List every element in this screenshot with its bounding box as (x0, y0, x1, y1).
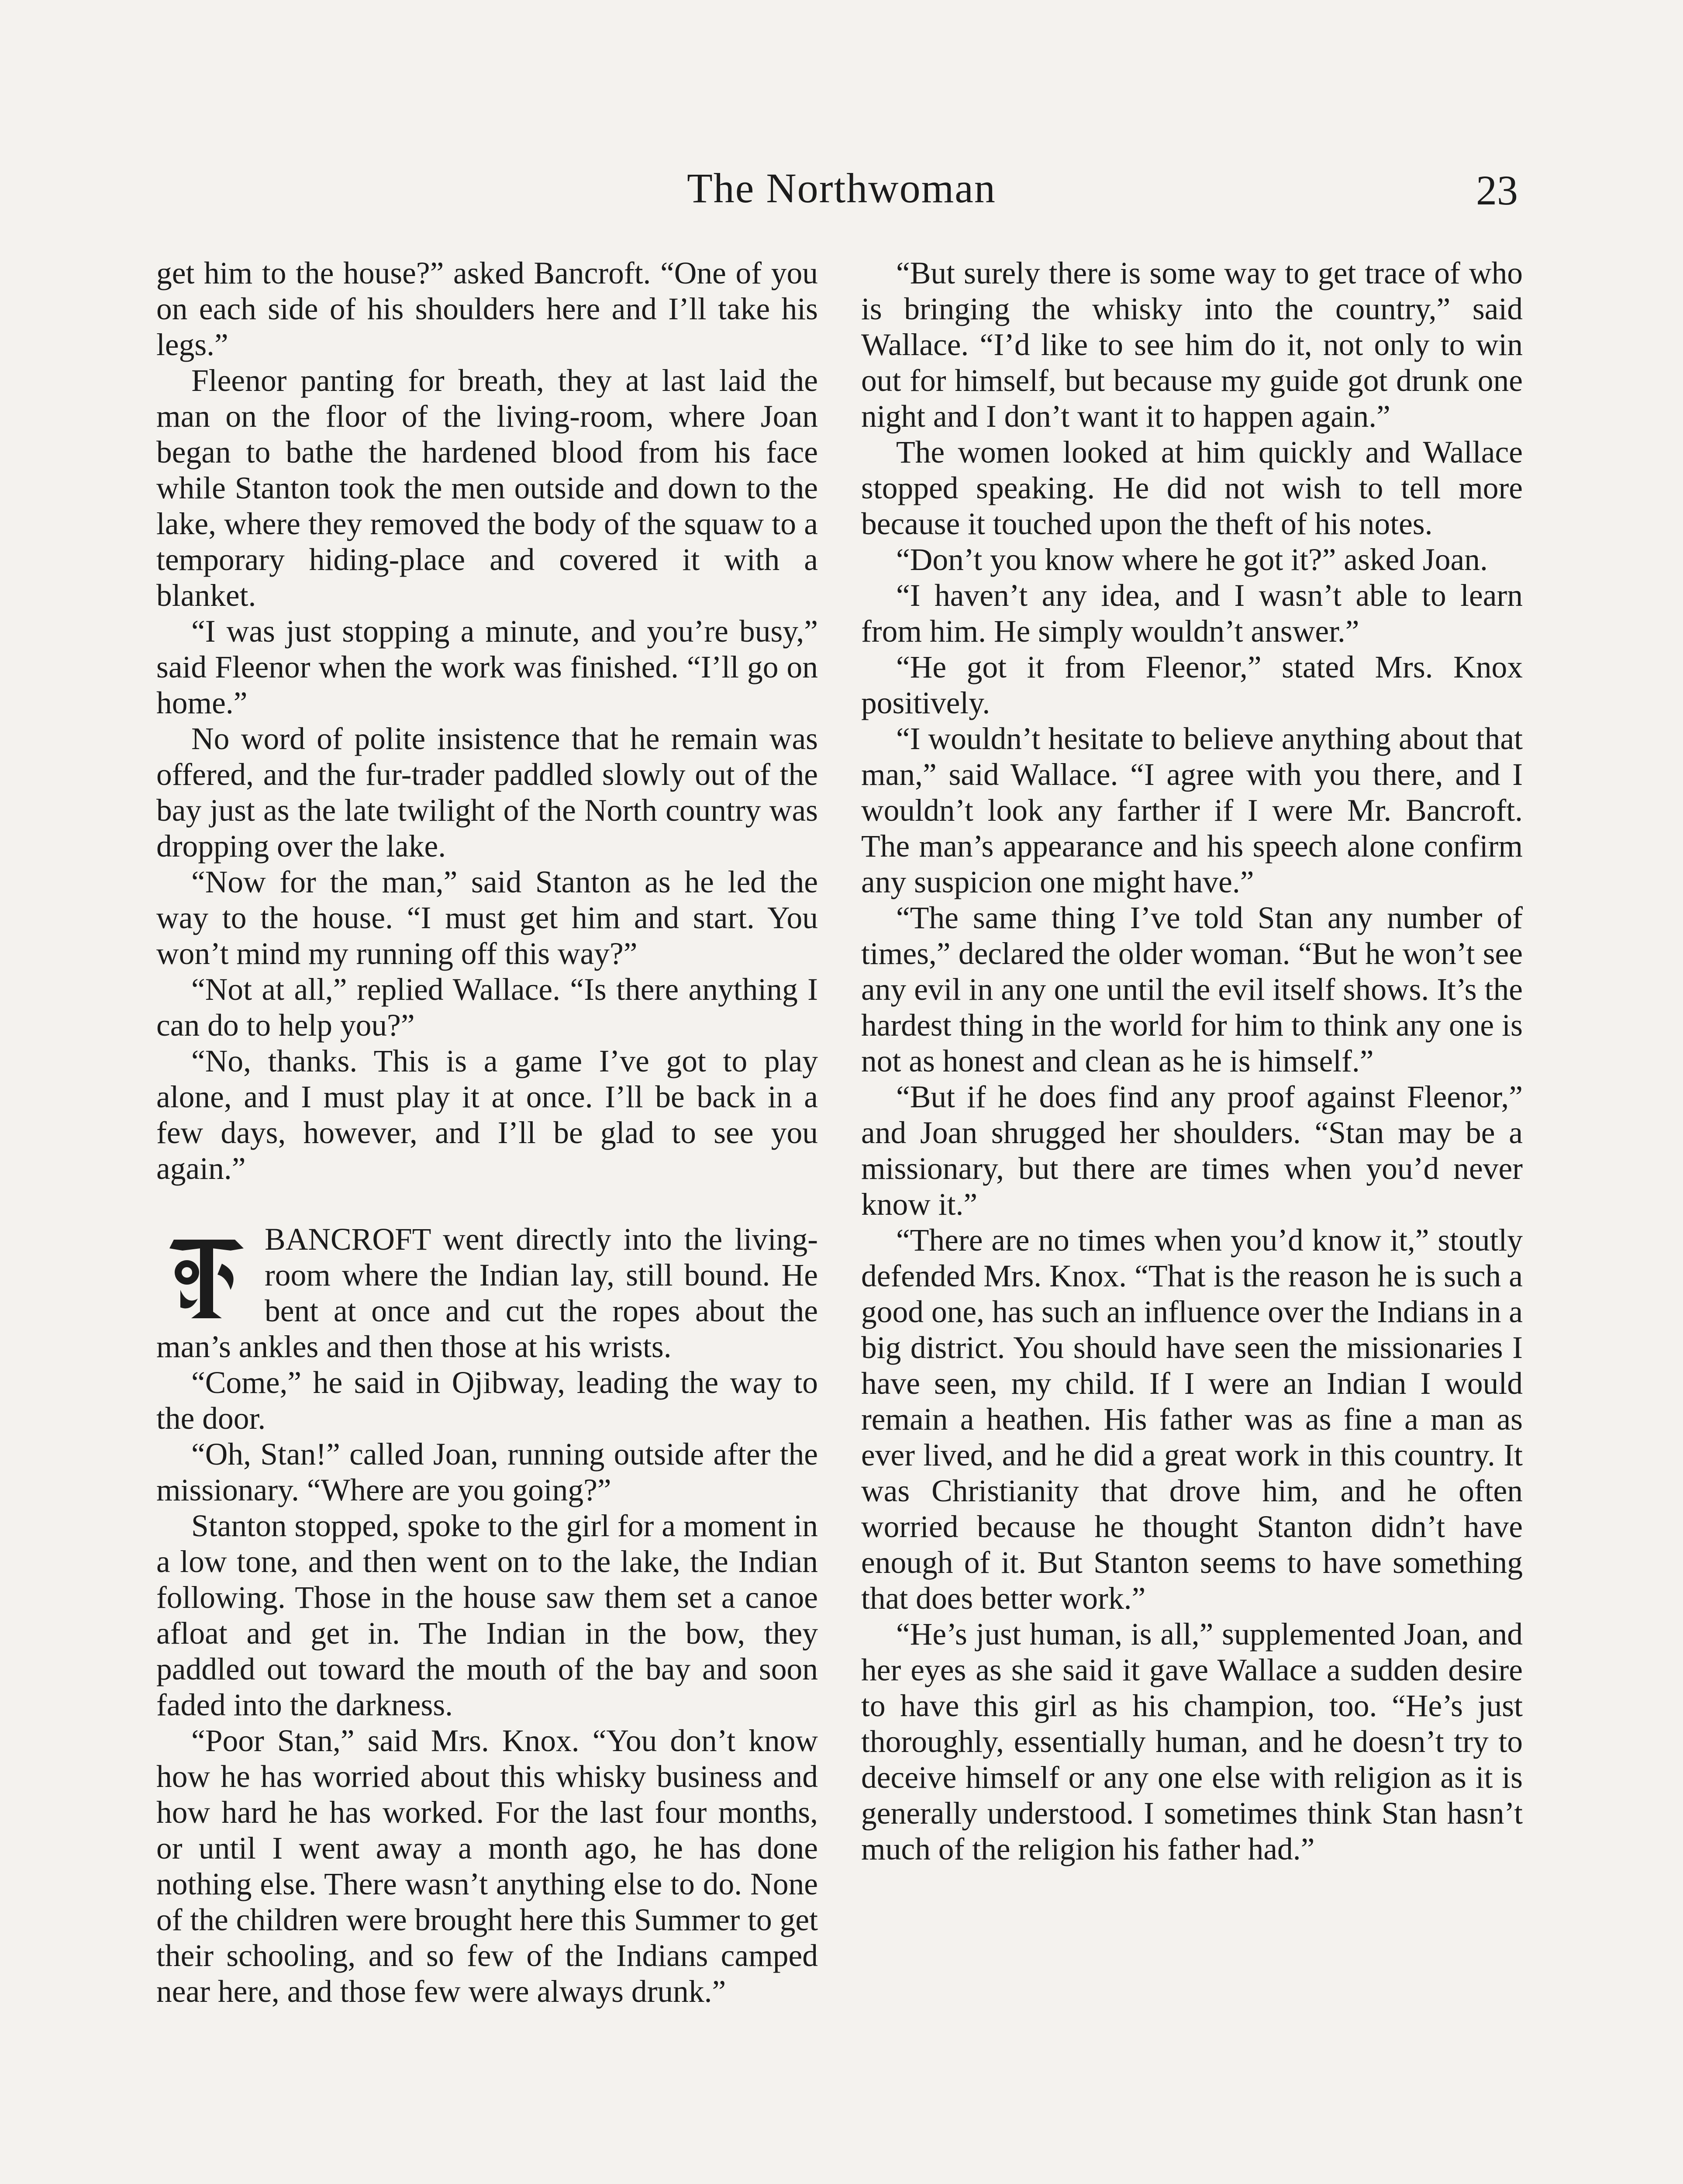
paragraph: “Not at all,” replied Wallace. “Is there anything I can do to help you?” (156, 972, 818, 1043)
paragraph: “There are no times when you’d know it,” stoutly defended Mrs. Knox. “That is the reason he is such a good one, has such an influence over the Indians in a big district. You should have seen the missionaries I have seen, my child. If I were an Indian I would remain a heathen. His father was as fine a man as ever lived, and he did a great work in this country. It was Christianity that drove him, and he often worried because he thought Stanton didn’t have enough of it. But Stanton seems to have something that does better work.” (861, 1223, 1523, 1616)
paragraph: “But if he does find any proof against Fleenor,” and Joan shrugged her shoulders. “Stan may be a missionary, but there are times when you’d never know it.” (861, 1080, 1523, 1222)
paragraph: “Now for the man,” said Stanton as he led the way to the house. “I must get him and start. You won’t mind my running off this way?” (156, 865, 818, 971)
left-column (156, 256, 818, 2010)
paragraph: “Don’t you know where he got it?” asked Joan. (896, 543, 1488, 577)
paragraph: No word of polite insistence that he remain was offered, and the fur-trader paddled slowly out of the bay just as the late twilight of the North country was dropping over the lake. (156, 722, 818, 864)
paragraph: “He got it from Fleenor,” stated Mrs. Knox positively. (861, 650, 1523, 720)
paragraph: Fleenor panting for breath, they at last laid the man on the floor of the living-room, where Joan began to bathe the hardened blood from his face while Stanton took the men outside and down to the lake, where they removed the body of the squaw to a temporary hiding-place and covered it with a blanket. (156, 363, 818, 613)
paragraph: “He’s just human, is all,” supplemented Joan, and her eyes as she said it gave Wallace a sudden desire to have this girl as his champion, too. “He’s just thoroughly, essentially human, and he doesn’t try to deceive himself or any one else with religion as it is generally understood. I sometimes think Stan hasn’t much of the religion his father had.” (861, 1617, 1523, 1866)
paragraph: Stanton stopped, spoke to the girl for a moment in a low tone, and then went on to the lake, the Indian following. Those in the house saw them set a canoe afloat and get in. The Indian in the bow, they paddled out toward the mouth of the bay and soon faded into the darkness. (156, 1509, 818, 1722)
paragraph: “The same thing I’ve told Stan any number of times,” declared the older woman. “But he won’t see any evil in any one until the evil itself shows. It’s the hardest thing in the world for him to think any one is not as honest and clean as he is himself.” (861, 901, 1523, 1078)
chapter-opening-text: BANCROFT went directly into the living-room where the Indian lay, still bound. He bent at once and cut the ropes about the man’s ankles and then those at his wrists. (156, 1222, 818, 1364)
paragraph: The women looked at him quickly and Wallace stopped speaking. He did not wish to tell more because it touched upon the theft of his notes. (861, 435, 1523, 541)
paragraph: “Come,” he said in Ojibway, leading the way to the door. (156, 1365, 818, 1436)
page-title: The Northwoman (687, 165, 996, 211)
right-column (861, 256, 1523, 1867)
paragraph: “I wouldn’t hesitate to believe anything about that man,” said Wallace. “I agree with you there, and I wouldn’t look any farther if I were Mr. Bancroft. The man’s appearance and his speech alone confirm any suspicion one might have.” (861, 722, 1523, 899)
paragraph: “Oh, Stan!” called Joan, running outside after the missionary. “Where are you going?” (156, 1437, 818, 1507)
paragraph: “I was just stopping a minute, and you’re busy,” said Fleenor when the work was finished. “I’ll go on home.” (156, 614, 818, 720)
paragraph: “But surely there is some way to get trace of who is bringing the whisky into the country,” said Wallace. “I’d like to see him do it, not only to win out for himself, but because my guide got drunk one night and I don’t want it to happen again.” (861, 256, 1523, 434)
paragraph: get him to the house?” asked Bancroft. “One of you on each side of his shoulders here and I’ll take his legs.” (156, 256, 818, 362)
paragraph: “No, thanks. This is a game I’ve got to play alone, and I must play it at once. I’ll be back in a few days, however, and I’ll be glad to see you again.” (156, 1044, 818, 1186)
page-number: 23 (1476, 167, 1518, 214)
chapter-opening-paragraph (156, 1222, 818, 1365)
paragraph: “Poor Stan,” said Mrs. Knox. “You don’t know how he has worried about this whisky business and how hard he has worked. For the last four months, or until I went away a month ago, he has done nothing else. There wasn’t anything else to do. None of the children were brought here this Summer to get their schooling, and so few of the Indians camped near here, and those few were always drunk.” (156, 1724, 818, 2009)
dropcap-ornament-icon (156, 1224, 257, 1325)
paragraph: “I haven’t any idea, and I wasn’t able to learn from him. He simply wouldn’t answer.” (861, 578, 1523, 649)
